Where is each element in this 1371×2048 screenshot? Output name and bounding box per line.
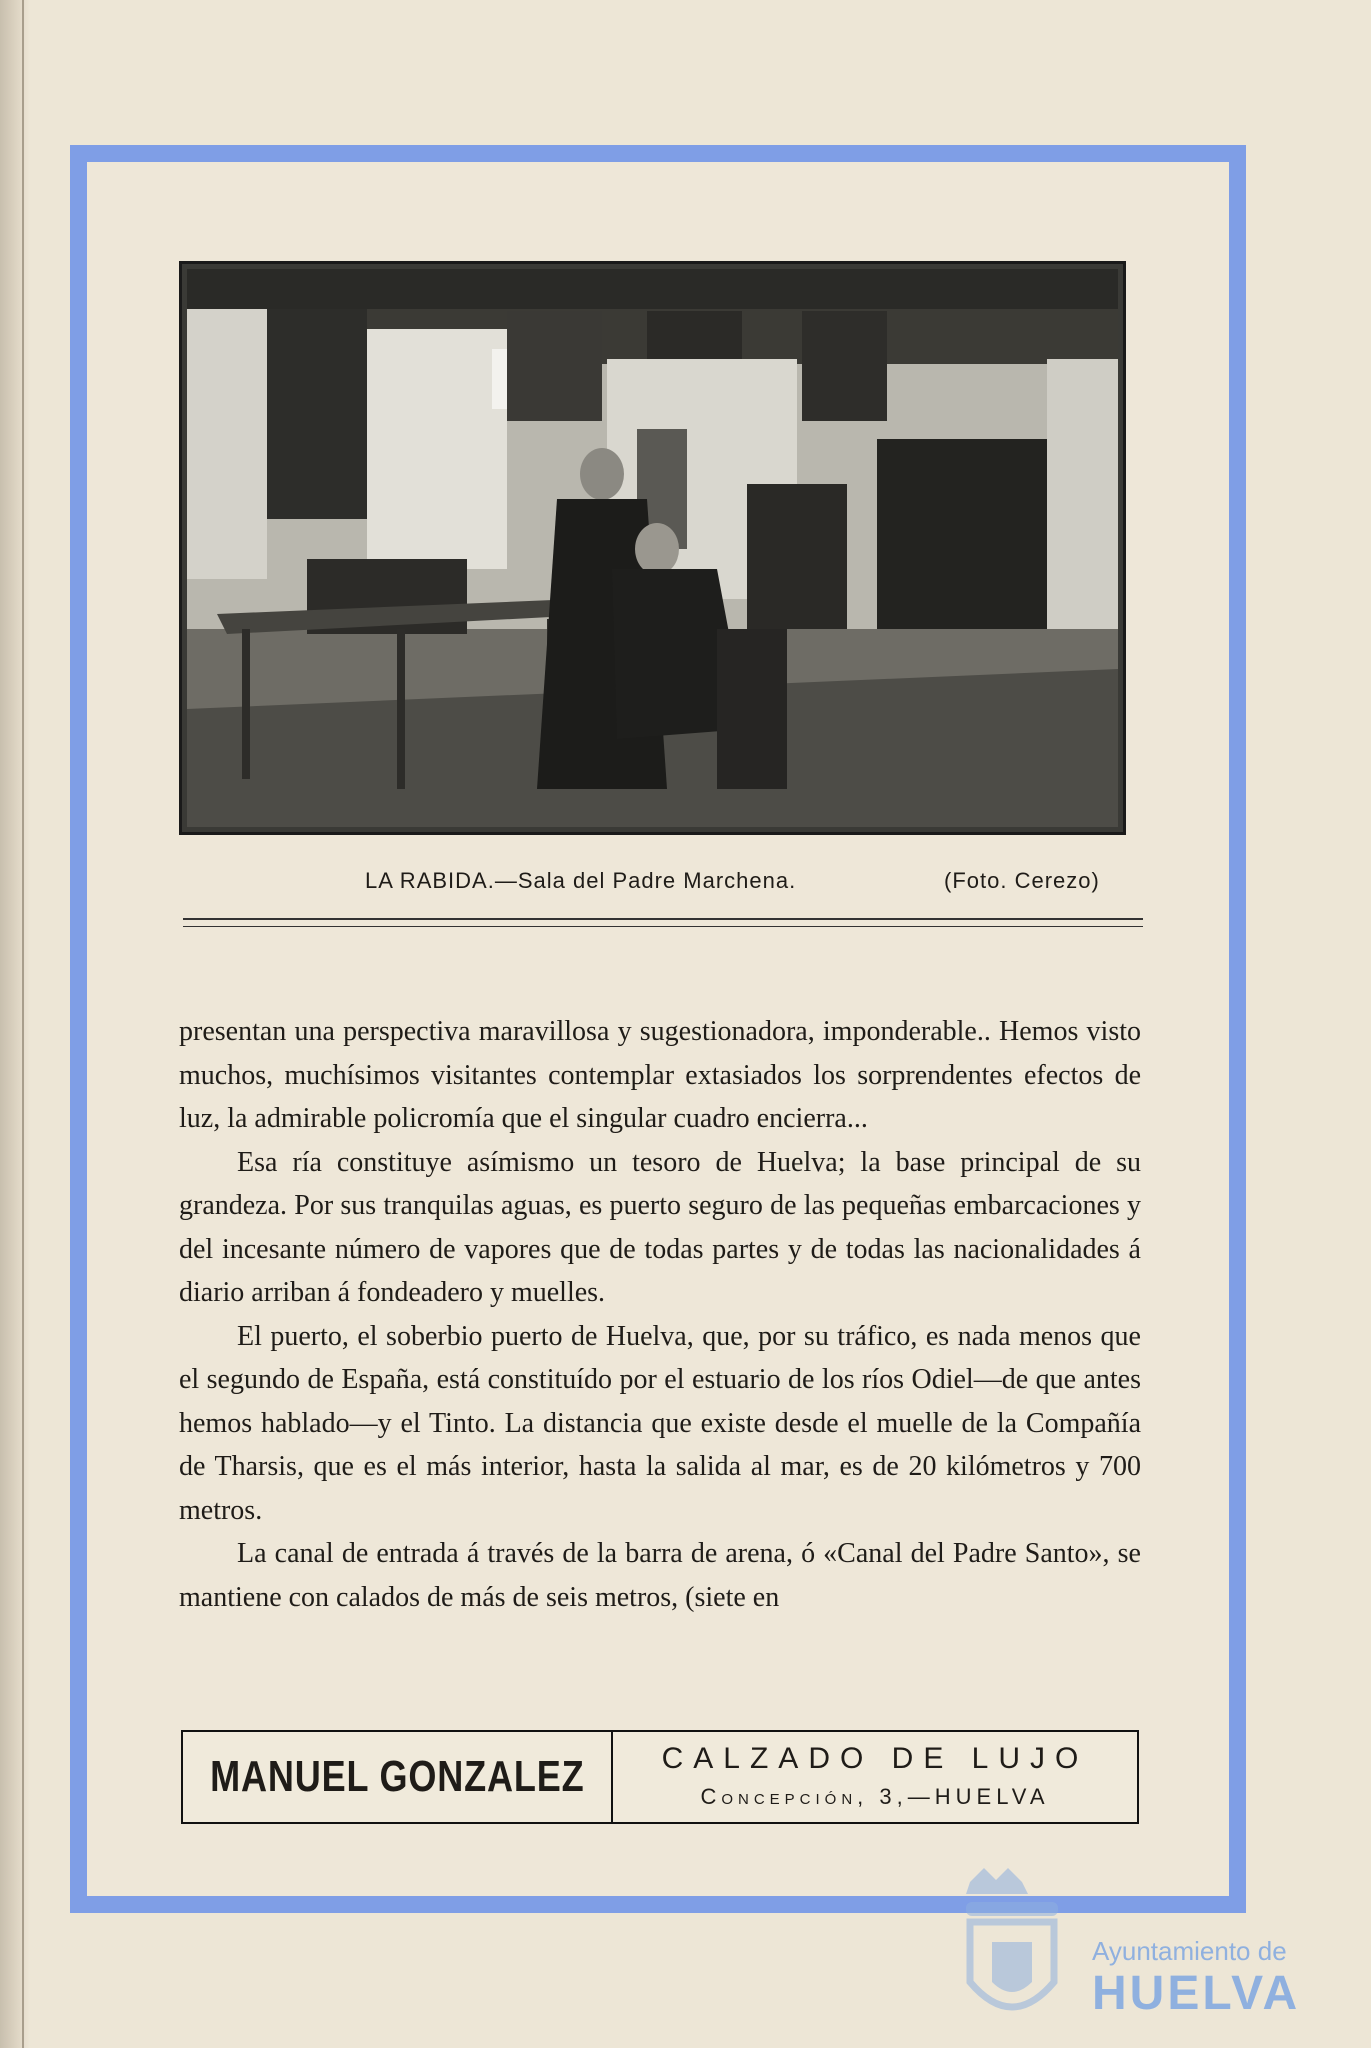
- ad-tagline: CALZADO DE LUJO: [661, 1742, 1089, 1775]
- ad-merchant-name: MANUEL GONZALEZ: [209, 1752, 585, 1801]
- watermark-line2: HUELVA: [1092, 1967, 1301, 2020]
- photo-credit: (Foto. Cerezo): [944, 868, 1100, 893]
- shoe-shop-advertisement: [181, 1730, 1139, 1824]
- ad-address: Concepción, 3,—HUELVA: [700, 1784, 1050, 1809]
- paragraph-continuation: presentan una perspectiva maravillosa y sugestionadora, imponderable.. Hemos visto muchos, muchísimos visitantes contemplar extasiados los sorprendentes efectos de luz, la admirable policromía que el singular cuadro encierra...: [179, 1016, 1141, 1134]
- la-rabida-photograph: [179, 261, 1126, 835]
- double-rule-bottom: [183, 926, 1143, 927]
- paragraph-puerto: El puerto, el soberbio puerto de Huelva, que, por su tráfico, es nada menos que el segundo de España, está constituído por el estuario de los ríos Odiel—de que antes hemos hablado—y el Tinto. La distancia que existe desde el muelle de la Compañía de Tharsis, que es el más interior, hasta la salida al mar, es de 20 kilómetros y 700 metros.: [179, 1320, 1141, 1526]
- paragraph-ria: Esa ría constituye asímismo un tesoro de Huelva; la base principal de su grandeza. Por sus tranquilas aguas, es puerto seguro de las pequeñas embarcaciones y del incesante número de vapores que de todas partes y de todas las nacionalidades á diario arriban á fondeadero y muelles.: [179, 1146, 1141, 1308]
- book-spine-shadow: [0, 0, 30, 2048]
- paragraph-canal: La canal de entrada á través de la barra de arena, ó «Canal del Padre Santo», se mantiene con calados de más de seis metros, (siete en: [179, 1538, 1141, 1613]
- ad-name-panel: [183, 1732, 613, 1822]
- ad-details-panel: [613, 1732, 1137, 1822]
- article-body: [179, 1010, 1141, 1619]
- photo-caption: LA RABIDA.—Sala del Padre Marchena.: [365, 868, 797, 893]
- book-gutter-line: [22, 0, 24, 2048]
- watermark-line1: Ayuntamiento de: [1092, 1936, 1287, 1966]
- room-scene-illustration: [187, 269, 1118, 827]
- double-rule-top: [183, 918, 1143, 920]
